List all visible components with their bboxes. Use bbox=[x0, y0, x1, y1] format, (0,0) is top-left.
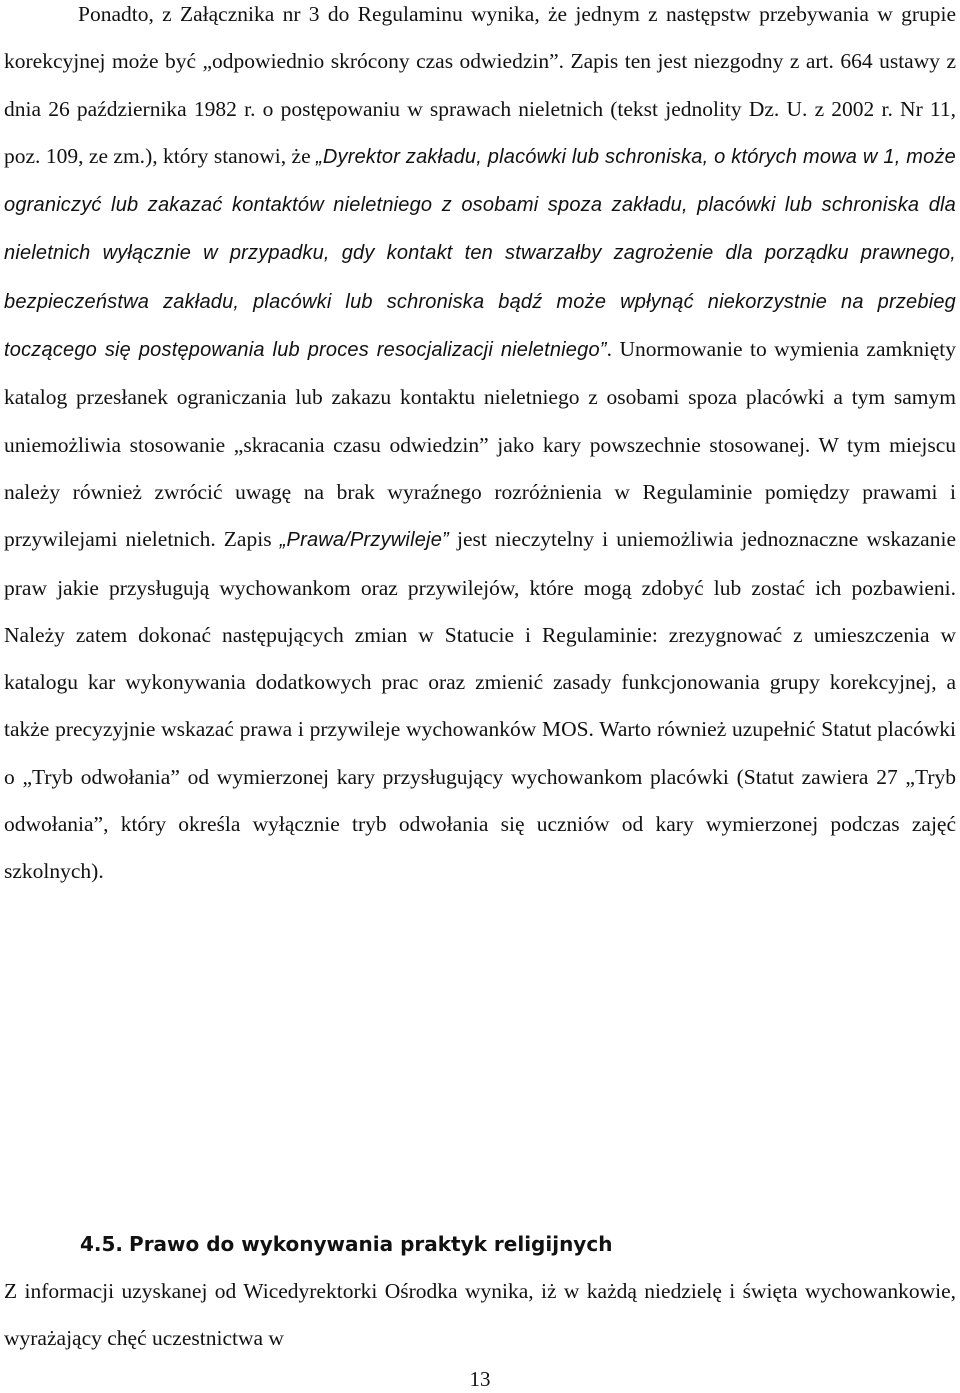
paragraph-1-segment-9: 27 „Tryb odwołania”, który określa wyłącznie tryb odwołania się uczniów od kary wymierzonej podczas zajęć szkolnych). bbox=[4, 764, 956, 884]
quoted-statute-text: „Dyrektor zakładu, placówki lub schroniska, o których mowa w bbox=[316, 145, 884, 168]
quoted-regulation-label: „Prawa/Przywileje” bbox=[279, 529, 449, 552]
paragraph-1-segment-1: Ponadto, z Załącznika nr 3 do Regulaminu wynika, że jednym z następstw przebywania w grupie korekcyjnej może być „odpowiednio skrócony czas odwiedzin”. Zapis ten jest niezgodny z art. 66 bbox=[4, 2, 956, 74]
section-title: Prawo do wykonywania praktyk religijnych bbox=[129, 1232, 613, 1256]
body-paragraph-1 bbox=[4, 0, 956, 896]
section-heading bbox=[80, 1226, 612, 1262]
paragraph-1-segment-3: ), który stanowi, że bbox=[145, 143, 317, 168]
paragraph-1-segment-2: 4 ustawy z dnia 26 października 1982 r. o postępowaniu w sprawach nieletnich (tekst jednolity Dz. U. z 2002 r. Nr 11, poz. 109, ze zm. bbox=[4, 49, 957, 168]
paragraph-2-text: Z informacji uzyskanej od Wicedyrektorki Ośrodka wynika, iż w każdą niedzielę i święta wychowankowie, wyrażający chęć uczestnictwa w bbox=[4, 1279, 956, 1351]
paragraph-1-segment-8: jest nieczytelny i uniemożliwia jednoznaczne wskazanie praw jakie przysługują wychowankom oraz przywilejów, które mogą zdobyć lub zostać ich pozbawieni. Należy zatem dokonać następujących zmian w Statucie i Regulaminie: zrezygnować z umieszczenia w katalogu kar wykonywania dodatkowych prac oraz zmienić zasady funkcjonowania grupy korekcyjnej, a także precyzyjnie wskazać prawa i przywileje wychowanków MOS. Warto również uzupełnić Statut placówki o „Tryb odwołania” od wymierzonej kary przysługujący wychowankom placówki (Statut zawiera bbox=[4, 527, 956, 789]
body-paragraph-2 bbox=[4, 1268, 956, 1363]
page-number: 13 bbox=[469, 1367, 491, 1391]
section-number: 4.5. bbox=[80, 1232, 124, 1256]
quoted-statute-text-continued: 1, może ograniczyć lub zakazać kontaktów nieletniego z osobami spoza zakładu, placówki lub schroniska dla nieletnich wyłącznie w przypadku, gdy kontakt ten stwarzałby zagrożenie dla porządku prawnego, bezpieczeństwa zakładu, placówki lub schroniska bądź może wpłynąć niekorzystnie na przebieg toczącego się postępowania lub proces resocjalizacji nieletniego” bbox=[4, 145, 956, 362]
paragraph-1-segment-6: . Unormowanie to wymienia zamknięty katalog przesłanek ograniczania lub zakazu kontaktu nieletniego z osobami spoza placówki a tym samym uniemożliwia stosowanie „skracania czasu odwiedzin” jako kary powszechnie stosowanej. W tym miejscu należy również zwrócić uwagę na brak wyraźnego rozróżnienia w Regulaminie pomiędzy prawami i przywilejami nieletnich. Zapis bbox=[4, 337, 956, 552]
